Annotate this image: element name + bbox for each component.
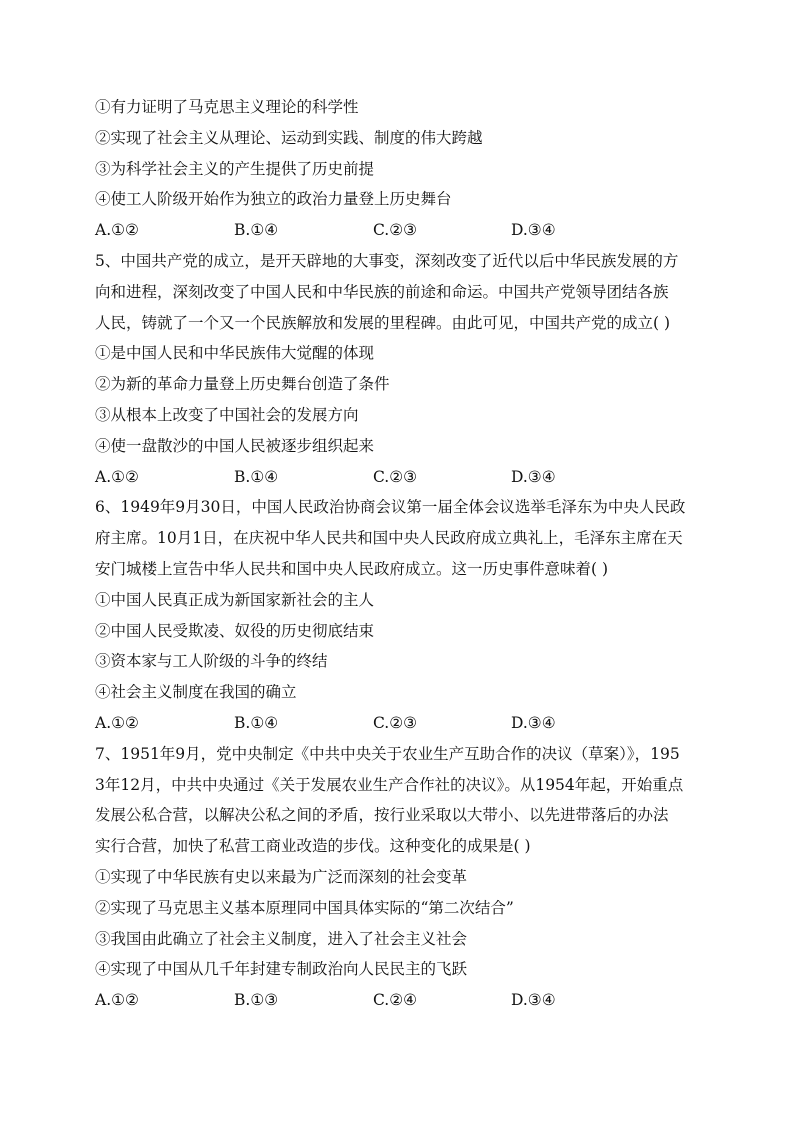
q6-option-c[interactable]: C.②③ [373, 713, 418, 732]
q7-statement-3: ③我国由此确立了社会主义制度，进入了社会主义社会 [95, 929, 468, 948]
q6-stem-line-3: 安门城楼上宣告中华人民共和国中央人民政府成立。这一历史事件意味着( ) [95, 559, 609, 578]
q7-option-b[interactable]: B.①③ [234, 991, 279, 1010]
q6-stem-line-2: 府主席。10月1日，在庆祝中华人民共和国中央人民政府成立典礼上，毛泽东主席在天 [95, 529, 683, 548]
q7-statement-4: ④实现了中国从几千年封建专制政治向人民民主的飞跃 [95, 960, 468, 979]
page-content [95, 92, 705, 1016]
q5-option-d[interactable]: D.③④ [511, 467, 556, 486]
q5-option-a[interactable]: A.①② [95, 467, 139, 486]
q7-option-a[interactable]: A.①② [95, 991, 139, 1010]
q5-statement-1: ①是中国人民和中华民族伟大觉醒的体现 [95, 344, 375, 363]
q7-stem-line-4: 实行合营，加快了私营工商业改造的步伐。这种变化的成果是( ) [95, 837, 531, 856]
q7-options [95, 985, 705, 1016]
q5-statement-4: ④使一盘散沙的中国人民被逐步组织起来 [95, 436, 375, 455]
q6-option-a[interactable]: A.①② [95, 713, 139, 732]
q4-option-a[interactable]: A.①② [95, 221, 139, 240]
q5-options [95, 462, 705, 493]
q6-stem-line-1: 6、1949年9月30日，中国人民政治协商会议第一届全体会议选举毛泽东为中央人民政 [95, 498, 686, 517]
question-4 [95, 92, 705, 246]
q5-stem-line-3: 人民，铸就了一个又一个民族解放和发展的里程碑。由此可见，中国共产党的成立( ) [95, 313, 671, 332]
q7-option-d[interactable]: D.③④ [511, 991, 556, 1010]
q7-stem-line-3: 发展公私合营，以解决公私之间的矛盾，按行业采取以大带小、以先进带落后的办法 [95, 806, 669, 825]
q5-statement-3: ③从根本上改变了中国社会的发展方向 [95, 405, 359, 424]
q6-option-b[interactable]: B.①④ [234, 713, 279, 732]
q4-option-c[interactable]: C.②③ [373, 221, 418, 240]
q7-option-c[interactable]: C.②④ [373, 991, 418, 1010]
question-6 [95, 492, 705, 738]
q6-statement-3: ③资本家与工人阶级的斗争的终结 [95, 652, 328, 671]
question-5 [95, 246, 705, 492]
q5-stem-line-2: 向和进程，深刻改变了中国人民和中华民族的前途和命运。中国共产党领导团结各族 [95, 282, 669, 301]
q4-statement-3: ③为科学社会主义的产生提供了历史前提 [95, 159, 375, 178]
q4-options [95, 215, 705, 246]
q5-option-b[interactable]: B.①④ [234, 467, 279, 486]
q4-option-b[interactable]: B.①④ [234, 221, 279, 240]
q4-statement-2: ②实现了社会主义从理论、运动到实践、制度的伟大跨越 [95, 128, 483, 147]
q6-statement-2: ②中国人民受欺凌、奴役的历史彻底结束 [95, 621, 375, 640]
q4-statement-1: ①有力证明了马克思主义理论的科学性 [95, 98, 359, 116]
q6-statement-4: ④社会主义制度在我国的确立 [95, 683, 297, 702]
q6-option-d[interactable]: D.③④ [511, 713, 556, 732]
q6-statement-1: ①中国人民真正成为新国家新社会的主人 [95, 590, 375, 609]
q6-options [95, 708, 705, 739]
q4-statement-4: ④使工人阶级开始作为独立的政治力量登上历史舞台 [95, 190, 452, 209]
q4-option-d[interactable]: D.③④ [511, 221, 556, 240]
q5-statement-2: ②为新的革命力量登上历史舞台创造了条件 [95, 375, 390, 394]
q7-statement-1: ①实现了中华民族有史以来最为广泛而深刻的社会变革 [95, 867, 468, 886]
question-7 [95, 739, 705, 1016]
q7-stem-line-2: 3年12月，中共中央通过《关于发展农业生产合作社的决议》。从1954年起，开始重点 [95, 775, 684, 794]
q5-option-c[interactable]: C.②③ [373, 467, 418, 486]
q7-stem-line-1: 7、1951年9月，党中央制定《中共中央关于农业生产互助合作的决议（草案）》，195 [95, 744, 680, 763]
q7-statement-2: ②实现了马克思主义基本原理同中国具体实际的“第二次结合” [95, 898, 514, 917]
q5-stem-line-1: 5、中国共产党的成立，是开天辟地的大事变，深刻改变了近代以后中华民族发展的方 [95, 251, 679, 270]
